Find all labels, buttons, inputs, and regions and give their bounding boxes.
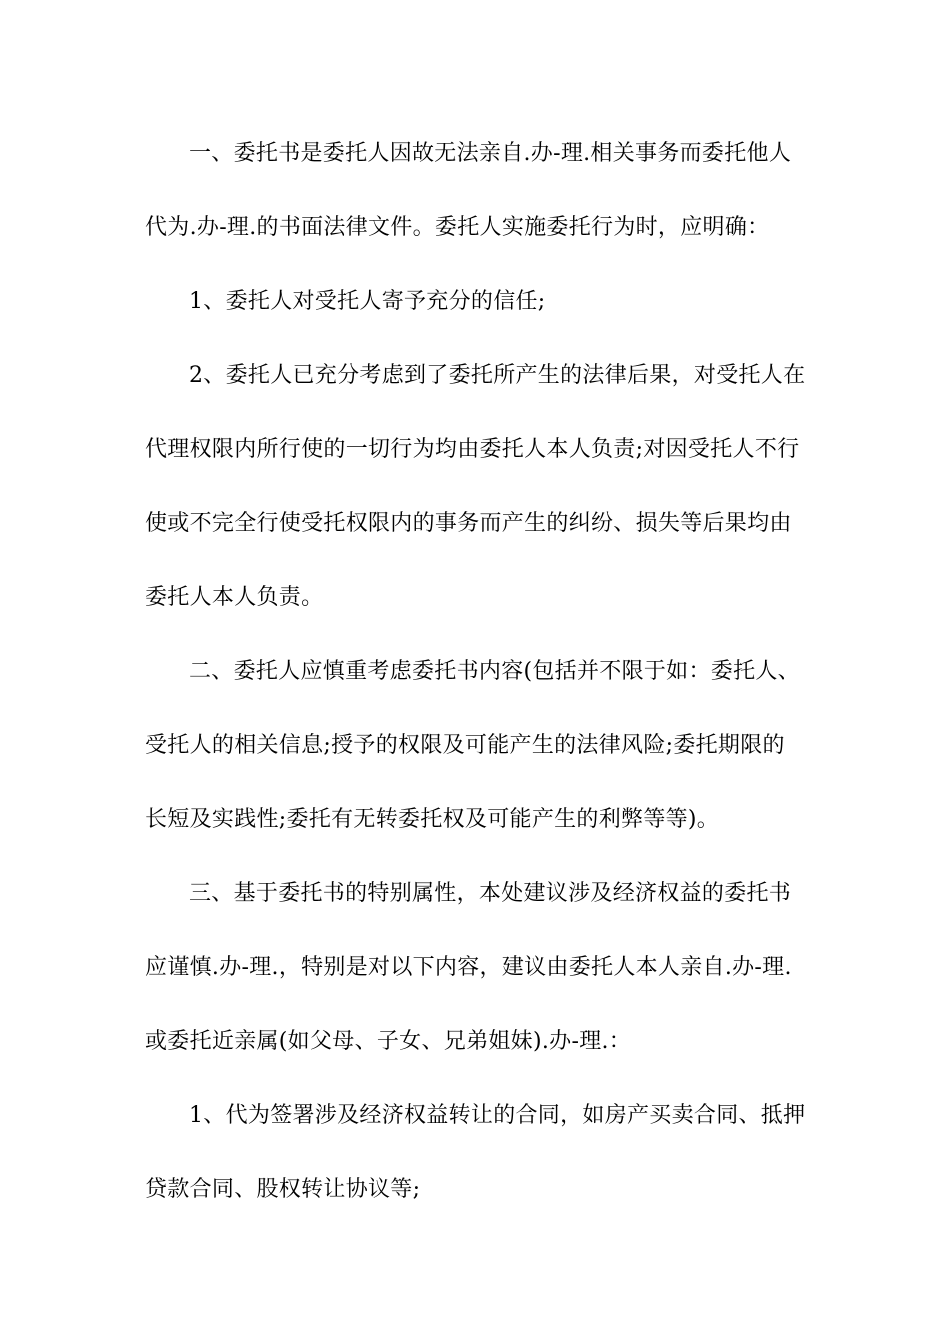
paragraph-1-line-1: 一、委托书是委托人因故无法亲自.办-理.相关事务而委托他人 [189, 141, 792, 166]
paragraph-2-line-1: 二、委托人应慎重考虑委托书内容(包括并不限于如：委托人、 [189, 659, 800, 684]
item-2-line-3: 使或不完全行使受托权限内的事务而产生的纠纷、损失等后果均由 [145, 511, 792, 536]
item-2-line-1: 2、委托人已充分考虑到了委托所产生的法律后果，对受托人在 [189, 363, 806, 388]
paragraph-2-line-3: 长短及实践性;委托有无转委托权及可能产生的利弊等等)。 [145, 807, 720, 832]
paragraph-3-line-1: 三、基于委托书的特别属性，本处建议涉及经济权益的委托书 [189, 881, 792, 906]
item-3-line-1: 1、代为签署涉及经济权益转让的合同，如房产买卖合同、抵押 [189, 1103, 806, 1128]
item-2-line-2: 代理权限内所行使的一切行为均由委托人本人负责;对因受托人不行 [145, 437, 800, 462]
item-3-line-2: 贷款合同、股权转让协议等; [145, 1177, 421, 1202]
paragraph-2-line-2: 受托人的相关信息;授予的权限及可能产生的法律风险;委托期限的 [145, 733, 785, 758]
paragraph-1-line-2: 代为.办-理.的书面法律文件。委托人实施委托行为时，应明确： [145, 215, 770, 240]
paragraph-3-line-3: 或委托近亲属(如父母、子女、兄弟姐妹).办-理.： [145, 1029, 632, 1054]
item-1-line-1: 1、委托人对受托人寄予充分的信任; [189, 289, 546, 314]
paragraph-3-line-2: 应谨慎.办-理.，特别是对以下内容，建议由委托人本人亲自.办-理. [145, 955, 792, 980]
item-2-line-4: 委托人本人负责。 [145, 585, 324, 610]
